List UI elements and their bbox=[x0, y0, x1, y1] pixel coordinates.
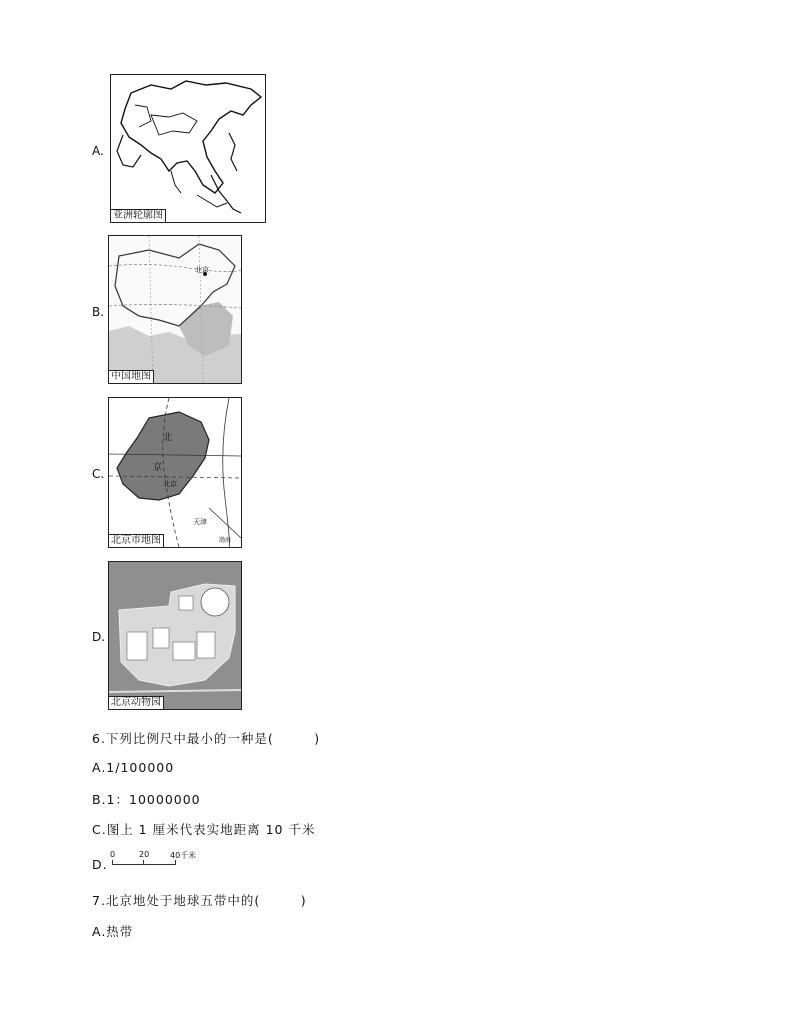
china-map bbox=[108, 235, 242, 384]
option-a-letter: A. bbox=[92, 144, 104, 158]
china-map-capital-label: 北京 bbox=[195, 266, 209, 274]
option-b-letter: B. bbox=[92, 305, 105, 319]
option-c-letter: C. bbox=[92, 467, 105, 481]
question-6-option-d-letter: D. bbox=[92, 857, 108, 872]
scale-line bbox=[112, 864, 176, 865]
beijing-map-label-jing: 京 bbox=[153, 463, 163, 473]
scale-tick-mark bbox=[112, 860, 113, 865]
beijing-map-label-bei: 北 bbox=[163, 433, 173, 443]
asia-outline-map bbox=[110, 74, 266, 223]
question-6-option-b: B.1：10000000 bbox=[92, 792, 201, 807]
question-6-option-a: A.1/100000 bbox=[92, 760, 175, 775]
beijing-map-label-bohai: 渤海 bbox=[219, 537, 232, 544]
scale-tick-40: 40千米 bbox=[170, 851, 197, 860]
question-6-option-c: C.图上 1 厘米代表实地距离 10 千米 bbox=[92, 822, 316, 837]
question-6-stem: 6.下列比例尺中最小的一种是( ) bbox=[92, 731, 321, 746]
map-caption-d: 北京动物园 bbox=[109, 696, 164, 709]
scale-tick-0: 0 bbox=[110, 850, 116, 859]
beijing-city-map bbox=[108, 397, 242, 548]
beijing-map-label-tianjin: 天津 bbox=[193, 518, 207, 526]
question-7-option-a: A.热带 bbox=[92, 924, 134, 939]
map-caption-c: 北京市地图 bbox=[109, 534, 164, 547]
scale-tick-20: 20 bbox=[139, 850, 150, 859]
question-7-stem: 7.北京地处于地球五带中的( ) bbox=[92, 893, 307, 908]
map-caption-a: 亚洲轮廓图 bbox=[111, 209, 166, 222]
scale-tick-mark bbox=[175, 860, 176, 865]
map-caption-b: 中国地图 bbox=[109, 370, 154, 383]
beijing-map-label-city: 北京 bbox=[163, 480, 177, 488]
beijing-zoo-map bbox=[108, 561, 242, 710]
scale-tick-mark bbox=[143, 860, 144, 865]
scale-bar bbox=[110, 850, 210, 876]
option-d-letter: D. bbox=[92, 630, 106, 644]
